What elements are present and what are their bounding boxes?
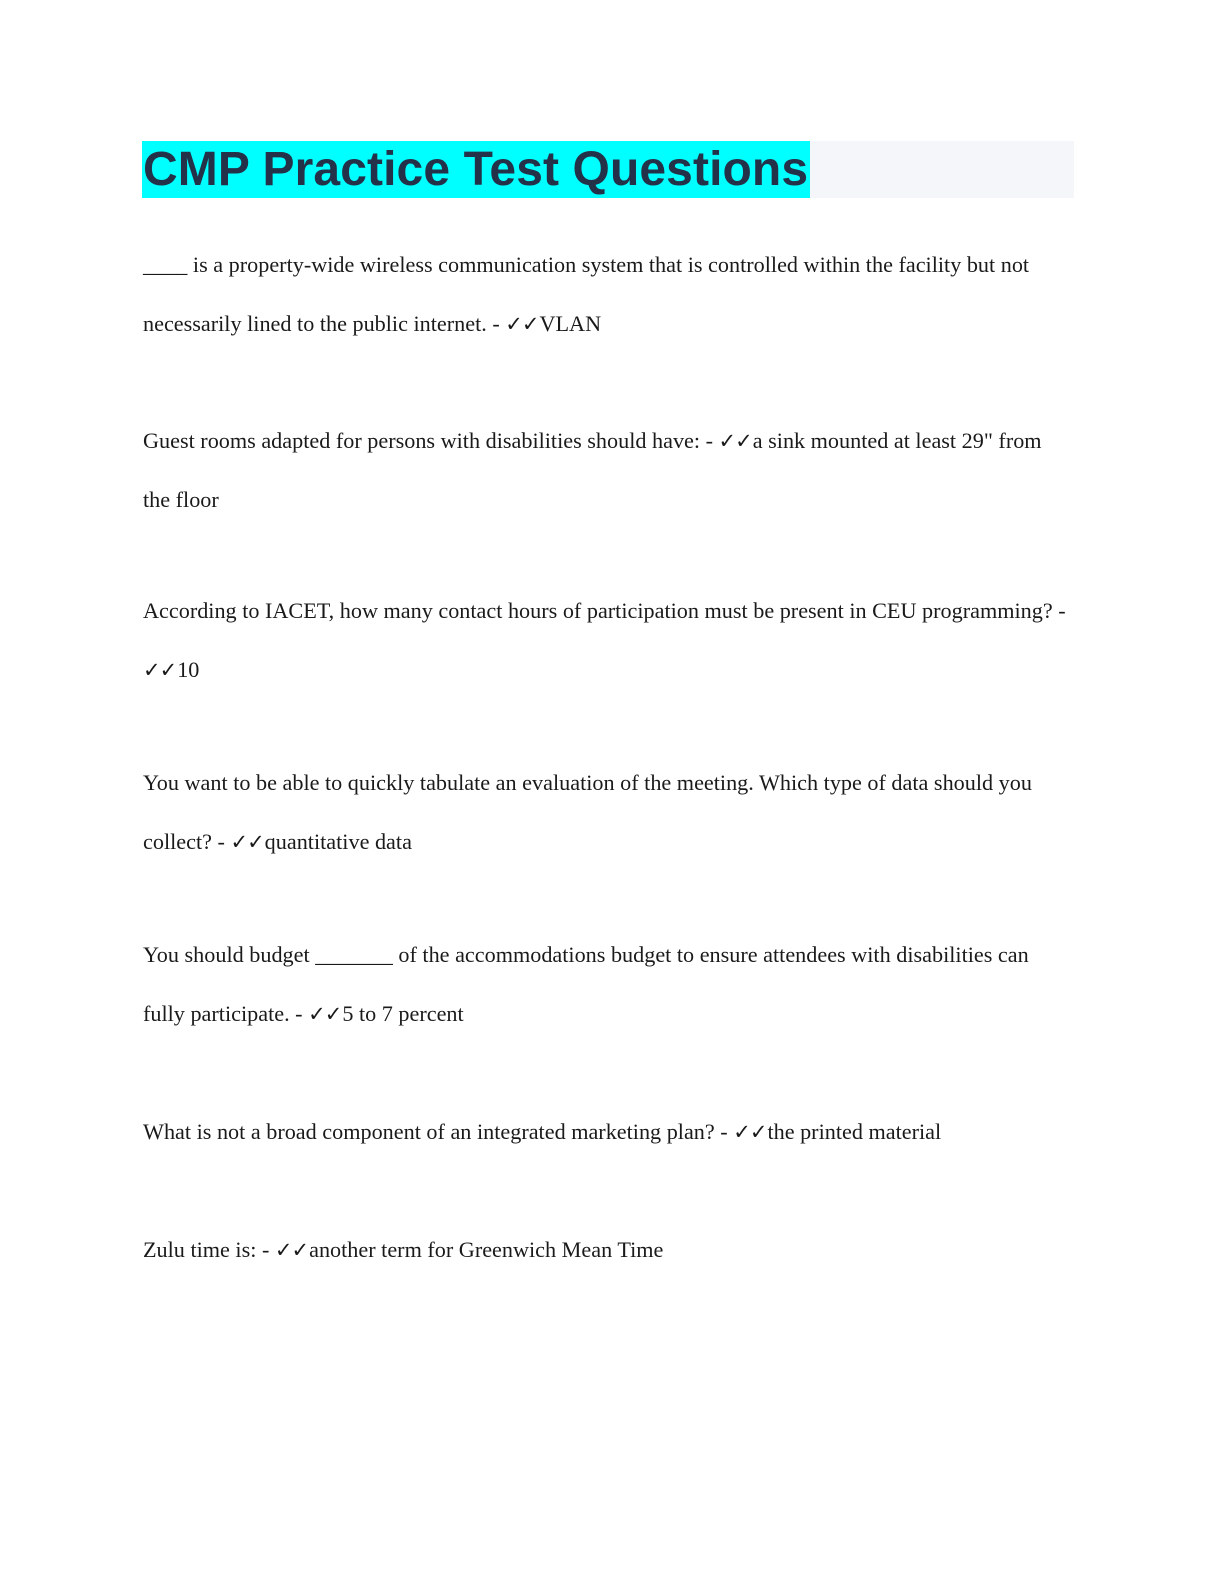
title-highlight bbox=[142, 141, 810, 198]
title-band bbox=[142, 141, 1074, 198]
qa-item bbox=[143, 926, 1073, 1043]
question-text: ____ is a property-wide wireless communication system that is controlled within the facility but not necessarily lined to the public internet. - bbox=[143, 252, 1030, 336]
double-check-icon: ✓✓ bbox=[274, 1238, 309, 1262]
answer-text: quantitative data bbox=[264, 828, 412, 854]
qa-item bbox=[143, 754, 1073, 871]
qa-item bbox=[143, 1221, 1073, 1280]
double-check-icon: ✓✓ bbox=[505, 311, 539, 336]
answer-text: 10 bbox=[177, 656, 200, 682]
qa-item bbox=[143, 412, 1073, 529]
question-text: Zulu time is: - bbox=[143, 1237, 275, 1262]
double-check-icon: ✓✓ bbox=[718, 429, 752, 453]
question-text: According to IACET, how many contact hours of participation must be present in CEU programming? - bbox=[143, 598, 1066, 623]
double-check-icon: ✓✓ bbox=[733, 1120, 767, 1144]
question-text: You want to be able to quickly tabulate an evaluation of the meeting. Which type of data should you collect? - bbox=[143, 770, 1032, 854]
answer-text: a sink mounted at least 29" from the floor bbox=[143, 428, 1042, 512]
answer-text: the printed material bbox=[767, 1119, 942, 1144]
question-text: What is not a broad component of an integrated marketing plan? - bbox=[143, 1119, 734, 1144]
double-check-icon: ✓✓ bbox=[143, 657, 177, 682]
double-check-icon: ✓✓ bbox=[230, 829, 264, 854]
page-title: CMP Practice Test Questions bbox=[143, 143, 809, 196]
qa-item bbox=[143, 236, 1073, 353]
answer-text: 5 to 7 percent bbox=[342, 1000, 464, 1026]
question-text: You should budget _______ of the accommodations budget to ensure attendees with disabilities can fully participate. - bbox=[143, 942, 1029, 1026]
double-check-icon: ✓✓ bbox=[308, 1001, 342, 1026]
answer-text: another term for Greenwich Mean Time bbox=[309, 1237, 664, 1262]
qa-item bbox=[143, 582, 1073, 699]
question-text: Guest rooms adapted for persons with disabilities should have: - bbox=[143, 428, 719, 453]
qa-item bbox=[143, 1103, 1073, 1162]
answer-text: VLAN bbox=[539, 310, 602, 336]
